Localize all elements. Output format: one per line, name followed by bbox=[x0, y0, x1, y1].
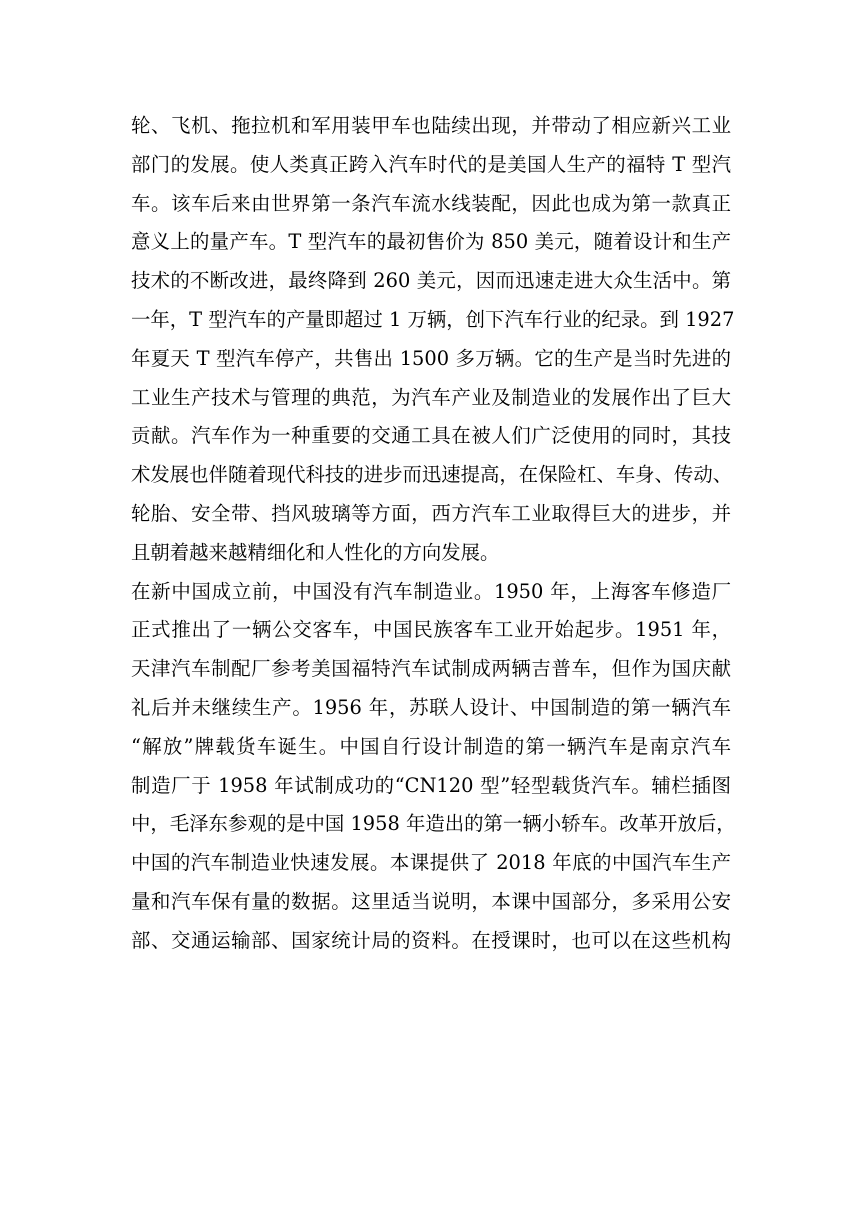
text-line: 年夏天 T 型汽车停产，共售出 1500 多万辆。它的生产是当时先进的 bbox=[131, 346, 731, 370]
paragraph-ford-model-t bbox=[131, 107, 735, 573]
text-line: 车。该车后来由世界第一条汽车流水线装配，因此也成为第一款真正 bbox=[131, 191, 731, 215]
text-line: 轮胎、安全带、挡风玻璃等方面，西方汽车工业取得巨大的进步，并 bbox=[131, 501, 731, 525]
paragraph-china-auto-industry bbox=[131, 573, 736, 961]
text-line: 且朝着越来越精细化和人性化的方向发展。 bbox=[131, 540, 500, 564]
text-line: 中国的汽车制造业快速发展。本课提供了 2018 年底的中国汽车生产 bbox=[131, 851, 731, 875]
text-line: 部门的发展。使人类真正跨入汽车时代的是美国人生产的福特 T 型汽 bbox=[131, 152, 731, 176]
text-line: 工业生产技术与管理的典范，为汽车产业及制造业的发展作出了巨大 bbox=[131, 385, 731, 409]
text-line: 礼后并未继续生产。1956 年，苏联人设计、中国制造的第一辆汽车 bbox=[131, 695, 731, 719]
text-line: 在新中国成立前，中国没有汽车制造业。1950 年，上海客车修造厂 bbox=[131, 579, 731, 603]
text-line: 轮、飞机、拖拉机和军用装甲车也陆续出现，并带动了相应新兴工业 bbox=[131, 114, 731, 137]
text-line: 术发展也伴随着现代科技的进步而迅速提高，在保险杠、车身、传动、 bbox=[131, 463, 733, 487]
text-line: 贡献。汽车作为一种重要的交通工具在被人们广泛使用的同时，其技 bbox=[131, 424, 731, 448]
text-line: 意义上的量产车。T 型汽车的最初售价为 850 美元，随着设计和生产 bbox=[131, 230, 731, 254]
text-line: 制造厂于 1958 年试制成功的“CN120 型”轻型载货汽车。辅栏插图 bbox=[131, 773, 731, 797]
text-line: 部、交通运输部、国家统计局的资料。在授课时，也可以在这些机构 bbox=[131, 928, 731, 952]
text-line: 一年，T 型汽车的产量即超过 1 万辆，创下汽车行业的纪录。到 1927 bbox=[131, 307, 735, 331]
body-text bbox=[131, 107, 736, 961]
text-line: 正式推出了一辆公交客车，中国民族客车工业开始起步。1951 年， bbox=[131, 618, 731, 642]
text-line: 天津汽车制配厂参考美国福特汽车试制成两辆吉普车，但作为国庆献 bbox=[131, 657, 731, 681]
text-line: “解放”牌载货车诞生。中国自行设计制造的第一辆汽车是南京汽车 bbox=[131, 734, 731, 758]
text-line: 中，毛泽东参观的是中国 1958 年造出的第一辆小轿车。改革开放后， bbox=[131, 812, 736, 836]
text-line: 技术的不断改进，最终降到 260 美元，因而迅速走进大众生活中。第 bbox=[131, 269, 731, 293]
text-line: 量和汽车保有量的数据。这里适当说明，本课中国部分，多采用公安 bbox=[131, 889, 731, 913]
